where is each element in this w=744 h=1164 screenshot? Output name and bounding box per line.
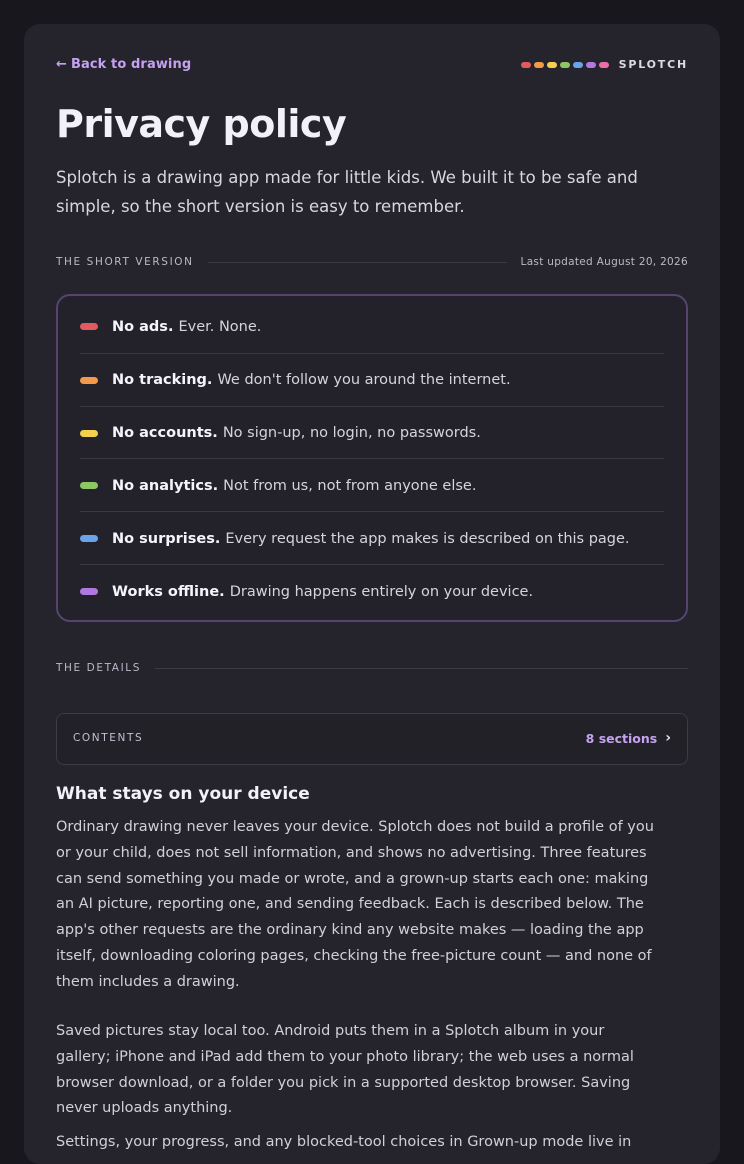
short-version-label: THE SHORT VERSION bbox=[56, 256, 194, 268]
short-version-list bbox=[56, 294, 688, 622]
short-version-item bbox=[80, 564, 664, 618]
short-version-item bbox=[80, 300, 664, 353]
item-text: Drawing happens entirely on your device. bbox=[229, 583, 534, 600]
color-dot bbox=[521, 62, 531, 68]
contents-count-text: 8 sections bbox=[585, 730, 658, 746]
brand-name: SPLOTCH bbox=[618, 58, 688, 71]
color-dots-logo bbox=[521, 62, 609, 68]
arrow-left-icon: ← bbox=[56, 57, 67, 72]
last-updated: Last updated August 20, 2026 bbox=[520, 256, 688, 268]
short-version-item bbox=[80, 458, 664, 512]
color-dot bbox=[560, 62, 570, 68]
section-paragraph: Settings, your progress, and any blocked-tool choices in Grown-up mode live in bbox=[56, 1134, 632, 1150]
short-version-item bbox=[80, 511, 664, 565]
color-pill-icon bbox=[80, 377, 98, 384]
color-pill-icon bbox=[80, 482, 98, 489]
details-label: THE DETAILS bbox=[56, 662, 141, 674]
color-dot bbox=[547, 62, 557, 68]
contents-count bbox=[586, 730, 671, 746]
back-link-label: Back to drawing bbox=[71, 57, 192, 72]
section-paragraph: Saved pictures stay local too. Android puts them in a Splotch album in your gallery; iPhone and iPad add them to your photo library; the web uses a normal browser download, or a folder you pick in a supported desktop browser. Saving never uploads anything. bbox=[56, 1023, 634, 1117]
color-pill-icon bbox=[80, 535, 98, 542]
item-text: No sign-up, no login, no passwords. bbox=[222, 425, 481, 442]
item-heading: No ads. bbox=[112, 318, 174, 335]
page-title: Privacy policy bbox=[56, 102, 347, 146]
back-to-drawing-link[interactable] bbox=[56, 57, 191, 72]
color-pill-icon bbox=[80, 430, 98, 437]
item-heading: No analytics. bbox=[112, 477, 219, 494]
top-bar bbox=[56, 57, 688, 75]
contents-label: CONTENTS bbox=[73, 732, 144, 744]
short-version-item bbox=[80, 406, 664, 460]
details-header bbox=[56, 660, 688, 676]
color-pill-icon bbox=[80, 588, 98, 595]
item-heading: No surprises. bbox=[112, 530, 221, 547]
divider bbox=[208, 262, 507, 263]
section-paragraph-clip bbox=[56, 1121, 688, 1161]
chevron-right-icon: › bbox=[665, 730, 671, 746]
section-paragraph: Ordinary drawing never leaves your device. Splotch does not build a profile of you or your child, does not sell information, and shows no advertising. Three features can send something you made or wrote, and a grown-up starts each one: making an AI picture, reporting one, and sending feedback. Each is described below. The app's other requests are the ordinary kind any website makes — loading the app itself, downloading coloring pages, checking the free-picture count — and none of them includes a drawing. bbox=[56, 819, 654, 990]
section-title: What stays on your device bbox=[56, 784, 310, 804]
color-dot bbox=[599, 62, 609, 68]
color-dot bbox=[534, 62, 544, 68]
color-dot bbox=[586, 62, 596, 68]
policy-card bbox=[24, 24, 720, 1164]
short-version-item bbox=[80, 353, 664, 407]
divider bbox=[155, 668, 688, 669]
contents-toggle[interactable] bbox=[56, 713, 688, 765]
item-heading: No tracking. bbox=[112, 372, 213, 389]
item-heading: Works offline. bbox=[112, 583, 225, 600]
color-dot bbox=[573, 62, 583, 68]
item-text: We don't follow you around the internet. bbox=[217, 372, 511, 389]
item-text: Not from us, not from anyone else. bbox=[223, 477, 477, 494]
item-text: Ever. None. bbox=[178, 318, 262, 335]
item-text: Every request the app makes is described on this page. bbox=[225, 530, 630, 547]
brand-logo bbox=[521, 58, 688, 71]
color-pill-icon bbox=[80, 323, 98, 330]
intro-text: Splotch is a drawing app made for little kids. We built it to be safe and simple, so the short version is easy to remember. bbox=[56, 168, 638, 216]
short-version-header bbox=[56, 254, 688, 270]
item-heading: No accounts. bbox=[112, 425, 218, 442]
